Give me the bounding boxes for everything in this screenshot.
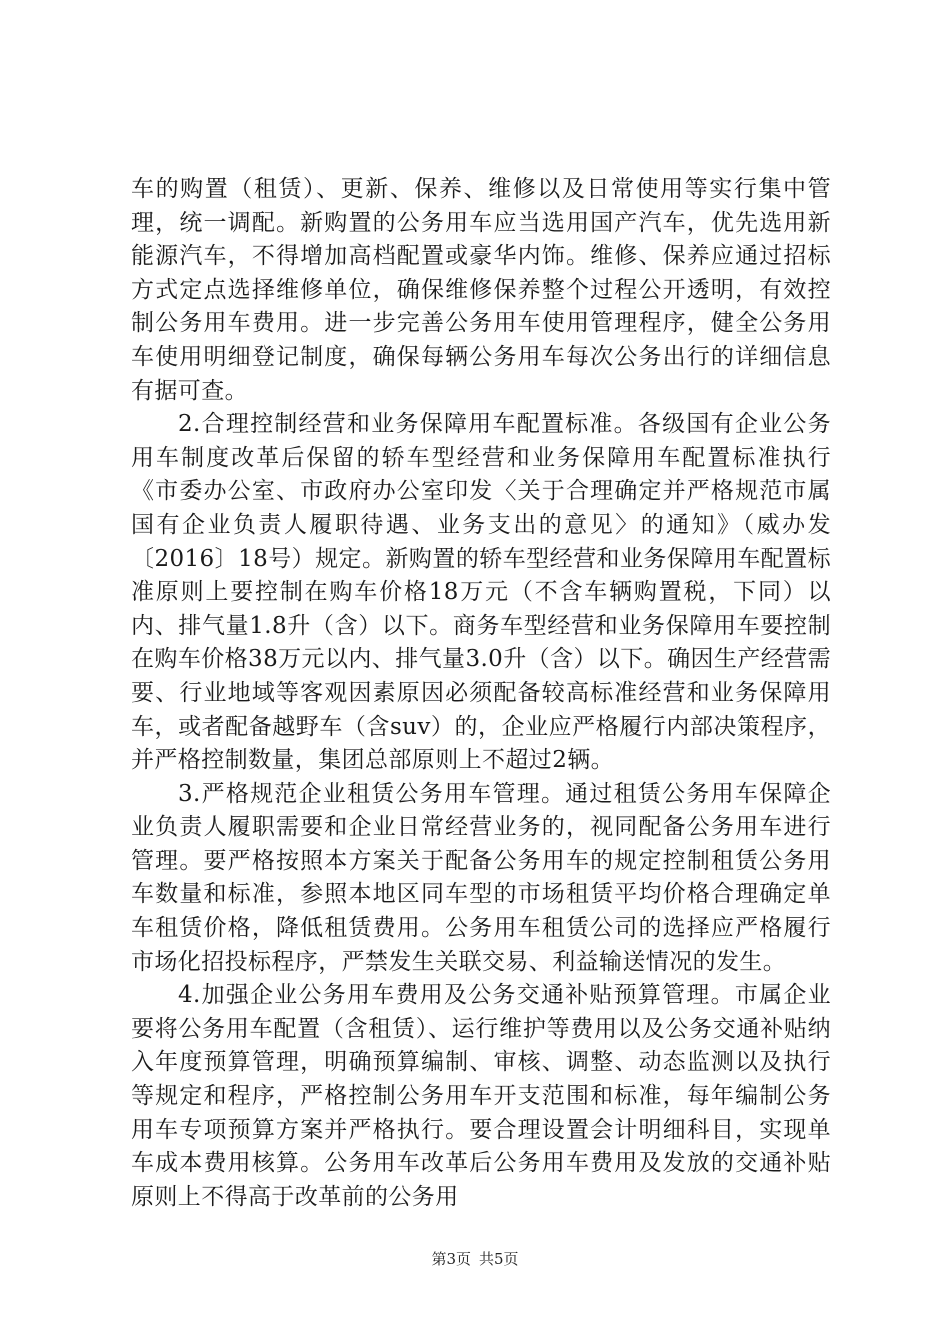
paragraph-3: 3.严格规范企业租赁公务用车管理。通过租赁公务用车保障企业负责人履职需要和企业日常经营业务的，视同配备公务用车进行管理。要严格按照本方案关于配备公务用车的规定控制租赁公务用车数量和标准，参照本地区同车型的市场租赁平均价格合理确定单车租赁价格，降低租赁费用。公务用车租赁公司的选择应严格履行市场化招投标程序，严禁发生关联交易、利益输送情况的发生。: [131, 780, 831, 975]
page-footer: [0, 1248, 950, 1269]
page-total: 共5页: [479, 1250, 519, 1268]
paragraph-2: 2.合理控制经营和业务保障用车配置标准。各级国有企业公务用车制度改革后保留的轿车型经营和业务保障用车配置标准执行《市委办公室、市政府办公室印发〈关于合理确定并严格规范市属国有企业负责人履职待遇、业务支出的意见〉的通知》（威办发〔2016〕18号）规定。新购置的轿车型经营和业务保障用车配置标准原则上要控制在购车价格18万元（不含车辆购置税，下同）以内、排气量1.8升（含）以下。商务车型经营和业务保障用车要控制在购车价格38万元以内、排气量3.0升（含）以下。确因生产经营需要、行业地域等客观因素原因必须配备较高标准经营和业务保障用车，或者配备越野车（含suv）的，企业应严格履行内部决策程序，并严格控制数量，集团总部原则上不超过2辆。: [131, 411, 831, 774]
paragraph-4: 4.加强企业公务用车费用及公务交通补贴预算管理。市属企业要将公务用车配置（含租赁）、运行维护等费用以及公务交通补贴纳入年度预算管理，明确预算编制、审核、调整、动态监测以及执行等规定和程序，严格控制公务用车开支范围和标准，每年编制公务用车专项预算方案并严格执行。要合理设置会计明细科目，实现单车成本费用核算。公务用车改革后公务用车费用及发放的交通补贴原则上不得高于改革前的公务用: [131, 982, 831, 1210]
page-number: 第3页: [431, 1250, 471, 1268]
document-body: [131, 173, 831, 1214]
paragraph-1: 车的购置（租赁）、更新、保养、维修以及日常使用等实行集中管理，统一调配。新购置的公务用车应当选用国产汽车，优先选用新能源汽车，不得增加高档配置或豪华内饰。维修、保养应通过招标方式定点选择维修单位，确保维修保养整个过程公开透明，有效控制公务用车费用。进一步完善公务用车使用管理程序，健全公务用车使用明细登记制度，确保每辆公务用车每次公务出行的详细信息有据可查。: [131, 176, 831, 404]
